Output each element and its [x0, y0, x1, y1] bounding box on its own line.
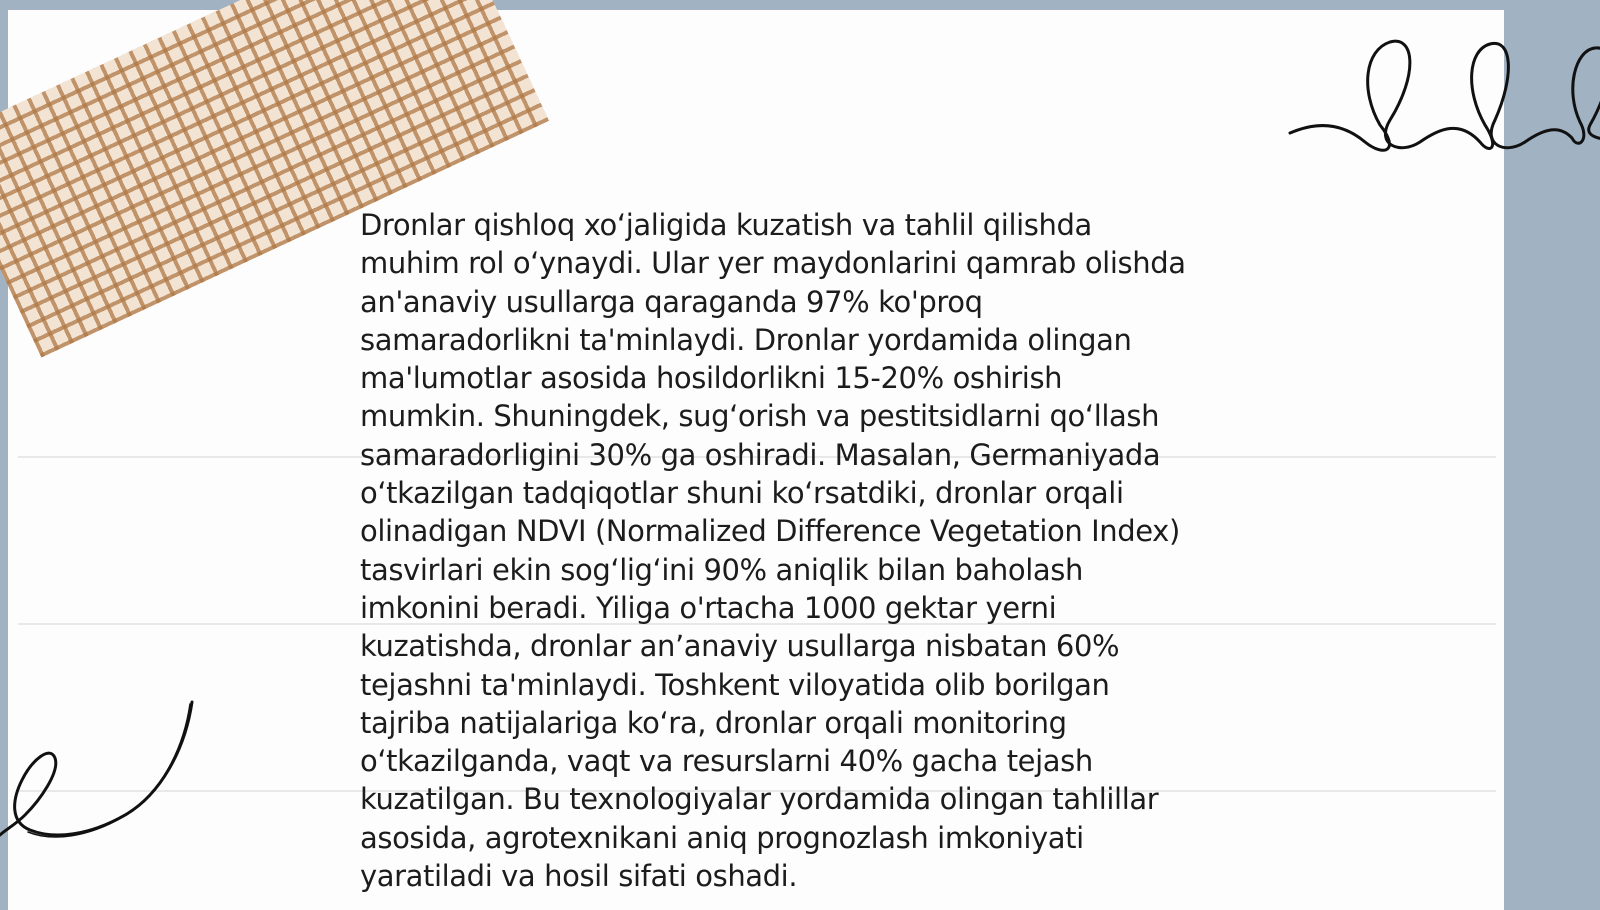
loop-scribble-icon [1290, 30, 1600, 170]
paragraph-line: imkonini beradi. Yiliga o'rtacha 1000 gektar yerni [360, 590, 1057, 625]
paragraph-line: samaradorlikni ta'minlaydi. Dronlar yordamida olingan [360, 322, 1132, 357]
paragraph-line: kuzatishda, dronlar an’anaviy usullarga nisbatan 60% [360, 629, 1120, 664]
paragraph-line: tajriba natijalariga ko‘ra, dronlar orqali monitoring [360, 705, 1067, 740]
body-paragraph [360, 206, 1260, 895]
paragraph-line: mumkin. Shuningdek, sug‘orish va pestitsidlarni qo‘llash [360, 399, 1160, 434]
paragraph-line: yaratiladi va hosil sifati oshadi. [360, 859, 798, 894]
paragraph-line: olinadigan NDVI (Normalized Difference Vegetation Index) [360, 514, 1180, 549]
curl-scribble-icon [0, 700, 200, 850]
paragraph-line: an'anaviy usullarga qaraganda 97% ko'proq [360, 284, 983, 319]
paragraph-line: ma'lumotlar asosida hosildorlikni 15-20% oshirish [360, 361, 1063, 396]
paragraph-line: asosida, agrotexnikani aniq prognozlash imkoniyati [360, 820, 1084, 855]
paragraph-line: o‘tkazilgan tadqiqotlar shuni ko‘rsatdiki, dronlar orqali [360, 476, 1124, 511]
paragraph-line: o‘tkazilganda, vaqt va resurslarni 40% gacha tejash [360, 744, 1093, 779]
paragraph-line: Dronlar qishloq xo‘jaligida kuzatish va tahlil qilishda [360, 208, 1092, 242]
paragraph-line: tasvirlari ekin sog‘lig‘ini 90% aniqlik bilan baholash [360, 552, 1083, 587]
paragraph-line: tejashni ta'minlaydi. Toshkent viloyatida olib borilgan [360, 667, 1110, 702]
paragraph-line: muhim rol o‘ynaydi. Ular yer maydonlarini qamrab olishda [360, 246, 1186, 281]
paragraph-line: samaradorligini 30% ga oshiradi. Masalan, Germaniyada [360, 437, 1161, 472]
paragraph-line: kuzatilgan. Bu texnologiyalar yordamida olingan tahlillar [360, 782, 1159, 817]
